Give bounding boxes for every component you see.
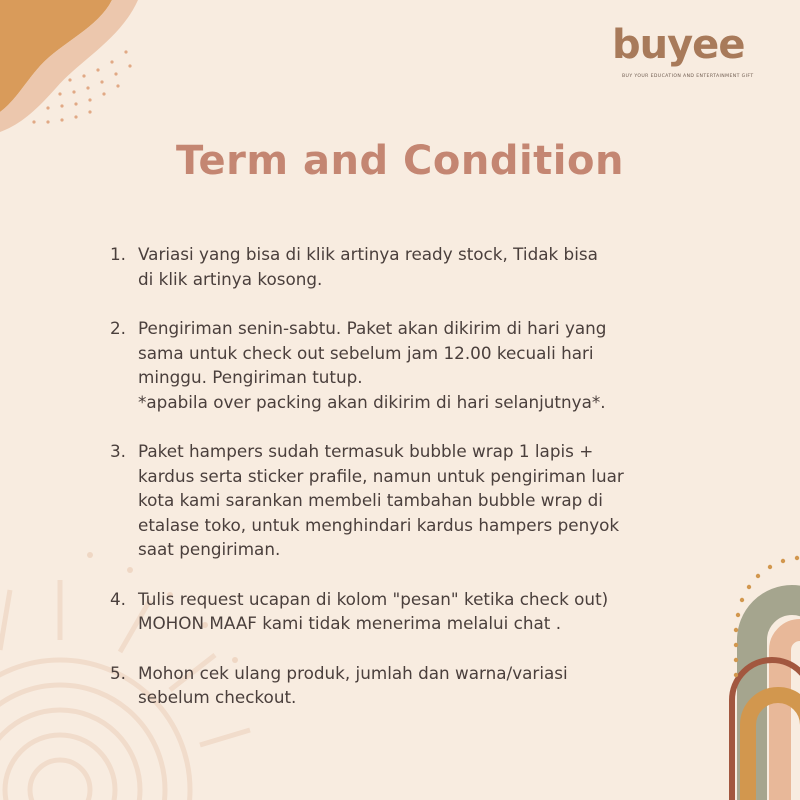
term-number: 3. (110, 441, 127, 461)
term-line: Paket hampers sudah termasuk bubble wrap 1 lapis + (138, 441, 594, 461)
term-line: sebelum checkout. (138, 687, 297, 707)
rainbow-arc-peach (780, 630, 800, 800)
term-line: MOHON MAAF kami tidak menerima melalui chat . (138, 613, 562, 633)
term-number: 2. (110, 318, 127, 338)
brand-tagline: BUY YOUR EDUCATION AND ENTERTAINMENT GIFT (622, 74, 754, 79)
term-line: minggu. Pengiriman tutup. (138, 367, 363, 387)
brand-logo (612, 12, 762, 90)
term-number: 1. (110, 244, 127, 264)
term-line: Variasi yang bisa di klik artinya ready stock, Tidak bisa (138, 244, 598, 264)
term-line: Pengiriman senin-sabtu. Paket akan dikirim di hari yang (138, 318, 607, 338)
term-item (110, 587, 670, 636)
term-item (110, 242, 670, 291)
term-item (110, 316, 670, 414)
term-item (110, 661, 670, 710)
term-line: Mohon cek ulang produk, jumlah dan warna/variasi (138, 662, 568, 683)
term-line: saat pengiriman. (138, 539, 281, 559)
terms-list (110, 242, 670, 735)
term-line: Tulis request ucapan di kolom "pesan" ketika check out) (138, 588, 609, 609)
term-line: etalase toko, untuk menghindari kardus hampers penyok (138, 514, 620, 535)
term-line: *apabila over packing akan dikirim di hari selanjutnya*. (138, 391, 606, 412)
term-line: kota kami sarankan membeli tambahan bubble wrap di (138, 490, 603, 510)
term-item (110, 439, 670, 562)
term-line: sama untuk check out sebelum jam 12.00 kecuali hari (138, 342, 594, 363)
page-title: Term and Condition (176, 138, 624, 184)
term-number: 4. (110, 588, 127, 609)
brand-name: buyee (612, 22, 745, 68)
term-line: di klik artinya kosong. (138, 268, 323, 289)
term-line: kardus serta sticker prafile, namun untuk pengiriman luar (138, 465, 624, 486)
term-number: 5. (110, 662, 127, 683)
